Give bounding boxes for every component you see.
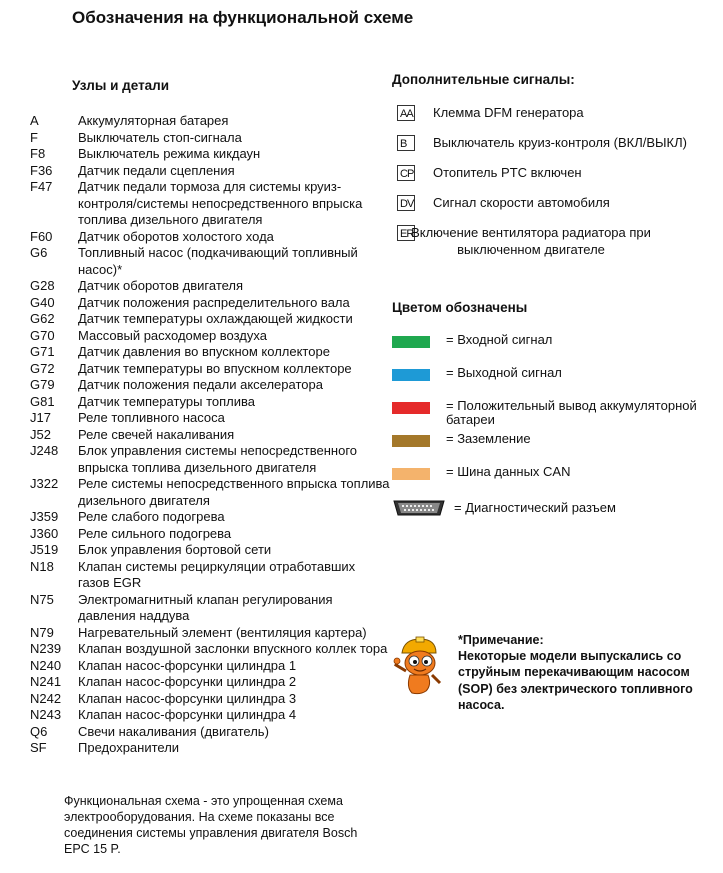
signal-tag-box: CP — [397, 165, 415, 181]
legend-desc: Датчик педали тормоза для системы круиз-контроля/системы непосредственного впрыска топлива дизельного двигателя — [78, 179, 363, 227]
color-swatch — [392, 402, 430, 414]
legend-row — [30, 344, 390, 361]
legend-row — [30, 724, 390, 741]
color-row — [392, 465, 712, 485]
legend-desc: Предохранители — [78, 740, 180, 755]
legend-desc: Датчик оборотов двигателя — [78, 278, 244, 293]
signal-label: Сигнал скорости автомобиля — [433, 195, 610, 210]
legend-code: A — [30, 113, 39, 128]
signal-label: Отопитель PTC включен — [433, 165, 582, 180]
legend-desc: Клапан системы рециркуляции отработавших газов EGR — [78, 558, 356, 590]
signal-row — [397, 134, 717, 151]
legend-code: F47 — [30, 179, 53, 194]
legend-row — [30, 295, 390, 312]
legend-code: G71 — [30, 344, 55, 359]
color-label: = Входной сигнал — [446, 332, 553, 347]
page-title: Обозначения на функциональной схеме — [72, 8, 414, 27]
legend-row — [30, 229, 390, 246]
legend-desc: Реле свечей накаливания — [78, 426, 235, 442]
components-heading: Узлы и детали — [72, 78, 170, 93]
mascot-icon — [392, 635, 447, 697]
legend-desc: Реле слабого подогрева — [78, 509, 225, 524]
legend-row — [30, 691, 390, 708]
legend-desc: Аккумуляторная батарея — [78, 113, 229, 128]
legend-row — [30, 707, 390, 724]
legend-row — [30, 559, 390, 592]
color-row — [392, 432, 712, 452]
legend-row — [30, 641, 390, 658]
color-swatch — [392, 468, 430, 480]
legend-code: G70 — [30, 327, 55, 343]
legend-desc: Клапан насос-форсунки цилиндра 2 — [78, 674, 297, 689]
signal-label: Клемма DFM генератора — [433, 105, 584, 120]
signal-label: Выключатель круиз-контроля (ВКЛ/ВЫКЛ) — [433, 135, 687, 150]
legend-desc: Массовый расходомер воздуха — [78, 327, 267, 343]
legend-code: J359 — [30, 509, 59, 524]
legend-row — [30, 278, 390, 295]
legend-code: J322 — [30, 476, 59, 491]
colors-heading: Цветом обозначены — [392, 300, 528, 315]
color-row — [392, 333, 712, 353]
color-label: = Выходной сигнал — [446, 365, 562, 380]
diag-connector-row — [392, 498, 712, 518]
legend-desc: Топливный насос (подкачивающий топливный насос)* — [78, 245, 358, 277]
legend-desc: Блок управления системы непосредственного впрыска топлива дизельного двигателя — [78, 443, 358, 475]
legend-desc: Датчик температуры во впускном коллекторе — [78, 360, 352, 376]
legend-code: N242 — [30, 690, 62, 706]
note-heading: *Примечание: — [458, 633, 544, 647]
legend-code: F36 — [30, 162, 53, 178]
color-swatch — [392, 336, 430, 348]
signal-row — [397, 224, 717, 258]
legend-desc: Клапан насос-форсунки цилиндра 4 — [78, 707, 297, 722]
legend-row — [30, 245, 390, 278]
legend-code: J360 — [30, 525, 59, 541]
signal-tag-box: AA — [397, 105, 415, 121]
legend-row — [30, 179, 390, 229]
legend-row — [30, 476, 390, 509]
legend-desc: Электромагнитный клапан регулирования давления наддува — [78, 591, 333, 623]
legend-code: N79 — [30, 624, 54, 640]
legend-row — [30, 443, 390, 476]
legend-row — [30, 394, 390, 411]
signal-tag-box: ER — [397, 225, 415, 241]
legend-code: G62 — [30, 311, 55, 326]
color-swatch — [392, 369, 430, 381]
legend-code: F60 — [30, 228, 53, 244]
legend-desc: Блок управления бортовой сети — [78, 542, 272, 557]
legend-row — [30, 377, 390, 394]
legend-desc: Датчик оборотов холостого хода — [78, 228, 274, 244]
color-row — [392, 398, 712, 427]
legend-code: G40 — [30, 294, 55, 310]
legend-row — [30, 740, 390, 757]
signal-tag-box: B — [397, 135, 415, 151]
legend-row — [30, 542, 390, 559]
legend-row — [30, 361, 390, 378]
legend-desc: Датчик температуры охлаждающей жидкости — [78, 311, 353, 326]
legend-desc: Выключатель стоп-сигнала — [78, 129, 242, 145]
legend-row — [30, 658, 390, 675]
components-list — [30, 113, 390, 757]
legend-code: F — [30, 129, 38, 145]
color-label: = Заземление — [446, 431, 531, 446]
note-text: Некоторые модели выпускались со струйным перекачивающим насосом (SOP) без электрического топливного насоса. — [458, 649, 693, 712]
color-label: = Положительный вывод аккумуляторной батареи — [446, 398, 697, 427]
signal-row — [397, 194, 717, 211]
legend-code: N18 — [30, 558, 54, 574]
legend-row — [30, 526, 390, 543]
legend-code: G6 — [30, 245, 48, 260]
legend-desc: Реле топливного насоса — [78, 410, 225, 425]
legend-row — [30, 113, 390, 130]
legend-desc: Реле сильного подогрева — [78, 525, 232, 541]
color-row — [392, 366, 712, 386]
legend-row — [30, 674, 390, 691]
legend-code: SF — [30, 740, 47, 755]
legend-row — [30, 427, 390, 444]
color-swatch — [392, 435, 430, 447]
colors-list — [392, 333, 712, 518]
legend-desc: Датчик температуры топлива — [78, 393, 256, 409]
legend-desc: Клапан насос-форсунки цилиндра 1 — [78, 657, 297, 673]
legend-row — [30, 410, 390, 427]
legend-code: N239 — [30, 641, 62, 656]
diagnostic-connector-icon — [392, 498, 446, 518]
signals-list — [397, 104, 717, 271]
legend-row — [30, 509, 390, 526]
legend-desc: Датчик давления во впускном коллекторе — [78, 344, 330, 359]
legend-code: G72 — [30, 360, 55, 376]
legend-code: N240 — [30, 657, 62, 673]
legend-code: J519 — [30, 542, 59, 557]
legend-row — [30, 130, 390, 147]
legend-row — [30, 163, 390, 180]
legend-row — [30, 625, 390, 642]
legend-code: F8 — [30, 146, 46, 161]
legend-code: Q6 — [30, 723, 48, 739]
legend-desc: Клапан воздушной заслонки впускного коллек тора — [78, 641, 388, 656]
note-block — [458, 632, 718, 713]
legend-desc: Выключатель режима кикдаун — [78, 146, 261, 161]
color-label: = Шина данных CAN — [446, 464, 571, 479]
legend-row — [30, 311, 390, 328]
legend-desc: Свечи накаливания (двигатель) — [78, 723, 269, 739]
legend-code: N243 — [30, 707, 62, 722]
legend-desc: Датчик положения педали акселератора — [78, 377, 323, 392]
legend-code: N75 — [30, 591, 54, 607]
legend-desc: Реле системы непосредственного впрыска топлива дизельного двигателя — [78, 476, 390, 508]
legend-desc: Нагревательный элемент (вентиляция картера) — [78, 624, 367, 640]
legend-code: N241 — [30, 674, 62, 689]
legend-code: J52 — [30, 426, 51, 442]
legend-desc: Датчик положения распределительного вала — [78, 294, 350, 310]
legend-code: G81 — [30, 393, 55, 409]
legend-code: J248 — [30, 443, 59, 458]
signals-heading: Дополнительные сигналы: — [392, 72, 575, 87]
signal-tag-box: DV — [397, 195, 415, 211]
signal-row — [397, 104, 717, 121]
legend-desc: Клапан насос-форсунки цилиндра 3 — [78, 690, 297, 706]
footnote: Функциональная схема - это упрощенная схема электрооборудования. На схеме показаны все соединения системы управления двигателя Bosch EPC 15 P. — [64, 794, 358, 856]
legend-code: G28 — [30, 278, 55, 293]
signal-row — [397, 164, 717, 181]
legend-row — [30, 328, 390, 345]
legend-row — [30, 592, 390, 625]
signal-label: Включение вентилятора радиатора при выключенном двигателе — [411, 225, 651, 257]
legend-code: G79 — [30, 377, 55, 392]
legend-desc: Датчик педали сцепления — [78, 162, 235, 178]
diag-label: = Диагностический разъем — [454, 500, 616, 515]
legend-row — [30, 146, 390, 163]
legend-code: J17 — [30, 410, 51, 425]
